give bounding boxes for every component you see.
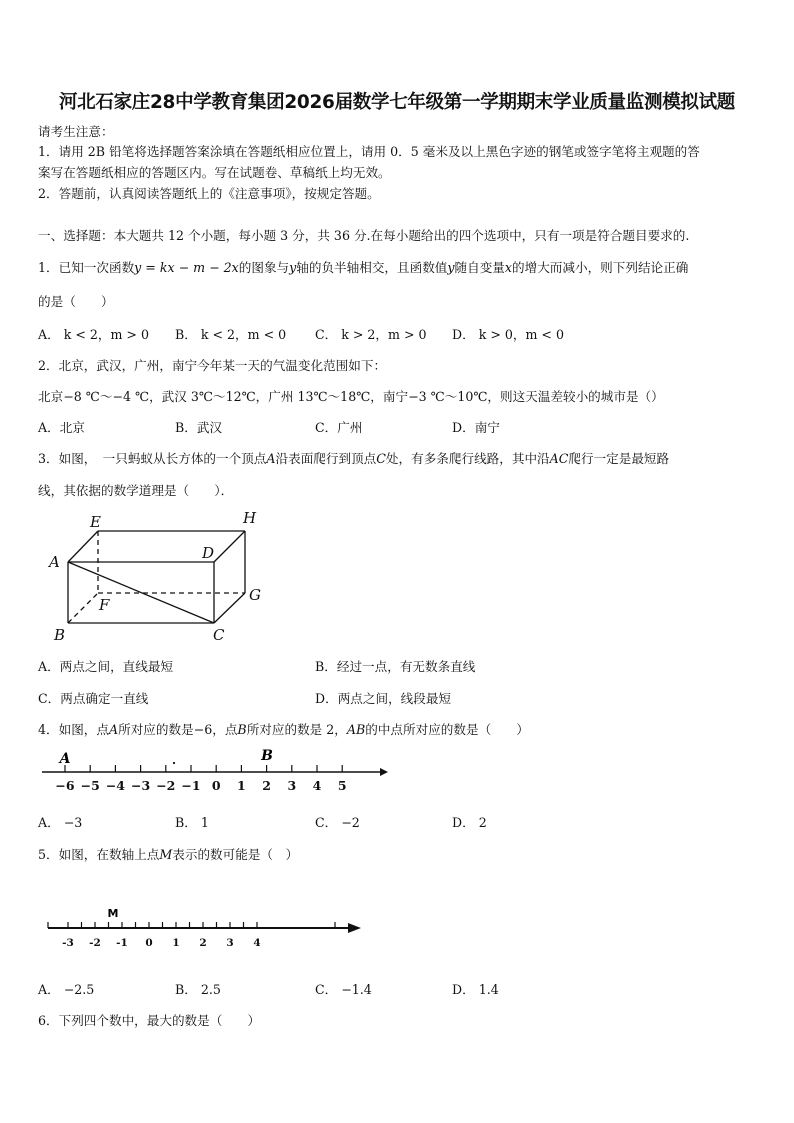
question-1-line-2: 的是（ ） bbox=[38, 294, 114, 309]
q4-option-a: A． −3 bbox=[38, 815, 83, 830]
axis-arrow bbox=[380, 768, 388, 776]
q5-option-a: A． −2.5 bbox=[38, 982, 95, 997]
q1-text-e: 的增大而减小，则下列结论正确 bbox=[512, 260, 689, 275]
q3-text-b: 沿表面爬行到顶点 bbox=[275, 451, 377, 466]
q1-text-d: 随自变量 bbox=[454, 260, 505, 275]
q4-text-d: 的中点所对应的数是（ ） bbox=[365, 722, 529, 737]
number-line-q4 bbox=[38, 744, 390, 798]
question-5-line bbox=[38, 844, 298, 863]
label-b: B bbox=[54, 626, 66, 644]
q5-axis-tick-label: -2 bbox=[89, 937, 101, 949]
q2-option-b: B．武汉 bbox=[175, 420, 223, 435]
q4-axis-tick-label: 3 bbox=[287, 778, 297, 793]
notice-item-2: 2．答题前，认真阅读答题纸上的《注意事项》，按规定答题。 bbox=[38, 186, 380, 201]
question-3-line-2: 线，其依据的数学道理是（ ）． bbox=[38, 483, 234, 498]
axis-dot bbox=[173, 762, 175, 764]
axis-point-a-label: A bbox=[59, 751, 71, 767]
q1-text-c: 轴的负半轴相交，且函数值 bbox=[296, 260, 448, 275]
q3-option-c: C．两点确定一直线 bbox=[38, 691, 149, 706]
q3-option-a: A．两点之间，直线最短 bbox=[38, 659, 174, 674]
q5-option-c: C． −1.4 bbox=[315, 982, 372, 997]
q4-option-d: D． 2 bbox=[452, 815, 487, 830]
q4-axis-tick-label: 2 bbox=[262, 778, 271, 793]
question-2-line-2: 北京−8 ℃～−4 ℃，武汉 3℃～12℃，广州 13℃～18℃，南宁−3 ℃～10℃，则这天温差较小的城市是（） bbox=[38, 389, 664, 404]
q1-option-c: C． k > 2，m > 0 bbox=[315, 327, 427, 342]
question-1-line-1 bbox=[38, 257, 688, 276]
q3-segment-ac: AC bbox=[549, 451, 569, 466]
label-d: D bbox=[202, 544, 215, 562]
q4-option-c: C． −2 bbox=[315, 815, 360, 830]
q1-option-b: B． k < 2，m < 0 bbox=[175, 327, 287, 342]
q4-segment-ab: AB bbox=[346, 722, 366, 737]
q4-text-b: 所对应的数是−6，点 bbox=[118, 722, 238, 737]
notice-item-1-line-1: 1．请用 2B 铅笔将选择题答案涂填在答题纸相应位置上，请用 0．5 毫米及以上黑色字迹的钢笔或签字笔将主观题的答 bbox=[38, 144, 700, 159]
q4-point-a: A bbox=[108, 722, 119, 737]
q4-text-c: 所对应的数是 2， bbox=[246, 722, 347, 737]
hidden-edge-bf bbox=[68, 593, 98, 623]
q4-axis-tick-label: 1 bbox=[237, 778, 246, 793]
label-e: E bbox=[90, 513, 101, 531]
q4-axis-tick-label: 4 bbox=[312, 778, 322, 793]
q5-axis-tick-label: -3 bbox=[62, 937, 74, 949]
q4-axis-tick-label: −5 bbox=[80, 778, 100, 793]
q4-axis-tick-label: −6 bbox=[55, 778, 75, 793]
q1-var-x: x bbox=[504, 260, 512, 275]
notice-item-1-line-2: 案写在答题纸相应的答题区内。写在试题卷、草稿纸上均无效。 bbox=[38, 165, 391, 180]
q4-axis-tick-label: −3 bbox=[131, 778, 151, 793]
q5-text-a: 5．如图，在数轴上点 bbox=[38, 847, 160, 862]
axis-point-m-label: M bbox=[107, 907, 119, 920]
q5-axis-tick-label: -1 bbox=[116, 937, 128, 949]
edge-ae bbox=[68, 531, 98, 562]
q3-option-b: B．经过一点，有无数条直线 bbox=[315, 659, 476, 674]
cuboid-figure bbox=[40, 505, 280, 650]
q5-text-b: 表示的数可能是（ ） bbox=[172, 847, 299, 862]
q4-axis-tick-label: −4 bbox=[105, 778, 125, 793]
q4-axis-tick-label: 0 bbox=[211, 778, 221, 793]
q1-var-y2: y bbox=[447, 260, 455, 275]
q3-point-a: A bbox=[266, 451, 276, 466]
q1-text-a: 1．已知一次函数 bbox=[38, 260, 135, 275]
q1-formula: y = kx − m − 2x bbox=[134, 260, 239, 275]
q3-option-d: D．两点之间，线段最短 bbox=[315, 691, 452, 706]
q5-point-m: M bbox=[159, 847, 173, 862]
page-title: 河北石家庄28中学教育集团2026届数学七年级第一学期期末学业质量监测模拟试题 bbox=[58, 92, 736, 113]
q4-option-b: B． 1 bbox=[175, 815, 209, 830]
q4-text-a: 4．如图，点 bbox=[38, 722, 109, 737]
q5-axis-tick-label: 3 bbox=[226, 937, 234, 949]
q5-axis-tick-label: 0 bbox=[145, 937, 153, 949]
q1-text-b: 的图象与 bbox=[238, 260, 290, 275]
label-c: C bbox=[213, 626, 225, 644]
q1-option-d: D． k > 0，m < 0 bbox=[452, 327, 565, 342]
q3-text-d: 爬行一定是最短路 bbox=[568, 451, 670, 466]
q1-option-a: A． k < 2，m > 0 bbox=[38, 327, 150, 342]
q3-text-c: 处，有多条爬行线路，其中沿 bbox=[385, 451, 550, 466]
axis-arrow bbox=[348, 923, 361, 933]
q5-axis-tick-label: 1 bbox=[172, 937, 180, 949]
edge-dh bbox=[214, 531, 245, 562]
q5-axis-tick-label: 2 bbox=[199, 937, 207, 949]
question-6-line: 6．下列四个数中，最大的数是（ ） bbox=[38, 1013, 261, 1028]
q1-var-y: y bbox=[289, 260, 297, 275]
edge-cg bbox=[214, 593, 245, 623]
q4-point-b: B bbox=[237, 722, 247, 737]
label-h: H bbox=[243, 509, 257, 527]
section-heading: 一、选择题：本大题共 12 个小题，每小题 3 分，共 36 分.在每小题给出的四个选项中，只有一项是符合题目要求的. bbox=[38, 228, 690, 243]
q3-text-a: 3．如图， 一只蚂蚁从长方体的一个顶点 bbox=[38, 451, 267, 466]
q5-option-d: D． 1.4 bbox=[452, 982, 499, 997]
question-4-line bbox=[38, 719, 529, 738]
notice-heading: 请考生注意： bbox=[38, 124, 114, 139]
q5-axis-tick-label: 4 bbox=[253, 937, 261, 949]
label-f: F bbox=[99, 596, 110, 614]
q4-axis-tick-label: −1 bbox=[181, 778, 201, 793]
label-g: G bbox=[249, 586, 261, 604]
axis-point-b-label: B bbox=[261, 748, 273, 764]
q2-option-d: D．南宁 bbox=[452, 420, 500, 435]
label-a: A bbox=[49, 553, 60, 571]
question-2-line-1: 2．北京，武汉，广州，南宁今年某一天的气温变化范围如下： bbox=[38, 358, 387, 373]
question-3-line-1 bbox=[38, 448, 669, 467]
q4-axis-tick-label: −2 bbox=[156, 778, 176, 793]
q4-axis-tick-label: 5 bbox=[337, 778, 347, 793]
q2-option-c: C．广州 bbox=[315, 420, 363, 435]
q5-option-b: B． 2.5 bbox=[175, 982, 221, 997]
q3-point-c: C bbox=[376, 451, 386, 466]
q2-option-a: A．北京 bbox=[38, 420, 85, 435]
number-line-q5 bbox=[40, 900, 370, 956]
